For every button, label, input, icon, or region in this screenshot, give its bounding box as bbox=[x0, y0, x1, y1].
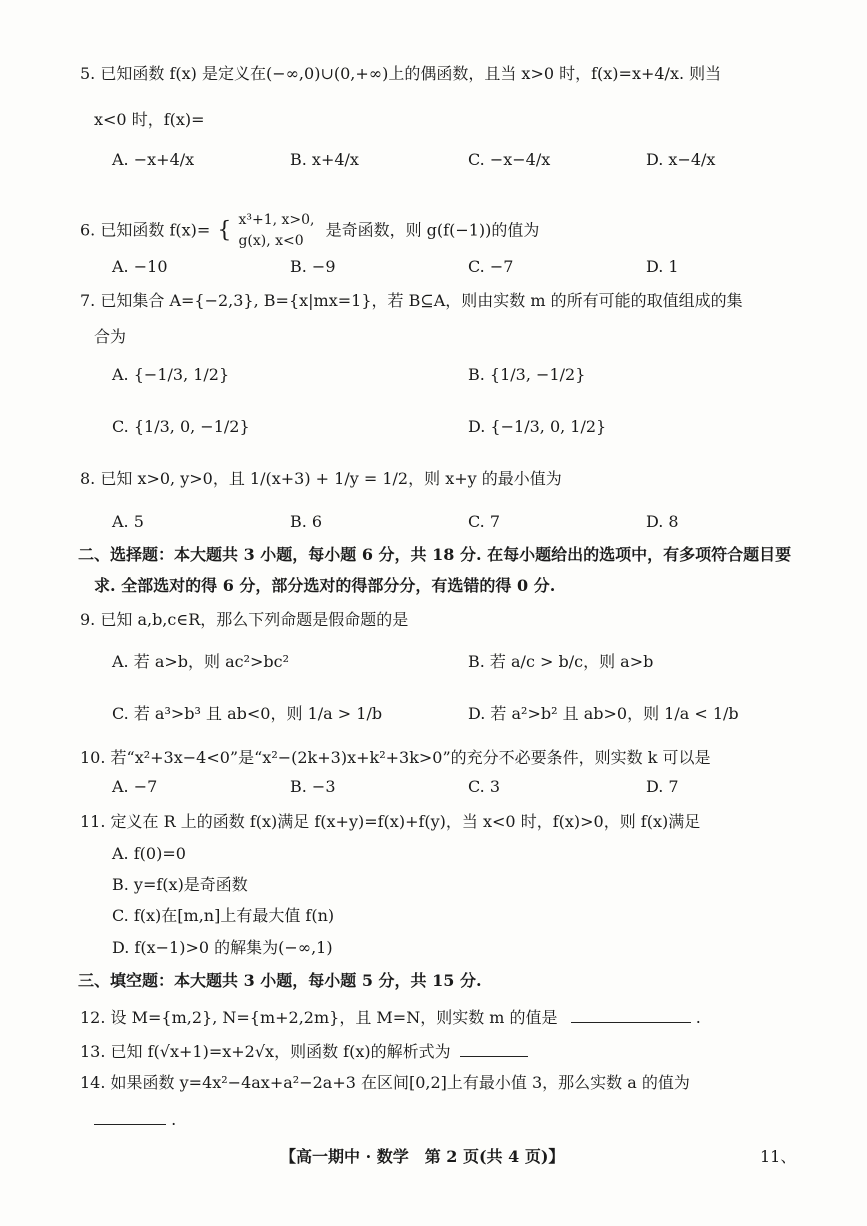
q7-option-a: A. {−1/3, 1/2} bbox=[112, 365, 230, 384]
q5-option-b: B. x+4/x bbox=[290, 150, 359, 169]
q8-option-a: A. 5 bbox=[112, 512, 144, 531]
section-2-header: 二、选择题：本大题共 3 小题，每小题 6 分，共 18 分. 在每小题给出的选项中，有多项符合题目要 bbox=[78, 545, 792, 564]
q9-option-c: C. 若 a³>b³ 且 ab<0，则 1/a > 1/b bbox=[112, 704, 383, 723]
q11-option-a: A. f(0)=0 bbox=[112, 844, 186, 863]
question-14-stem: 14. 如果函数 y=4x²−4ax+a²−2a+3 在区间[0,2]上有最小值 3，那么实数 a 的值为 bbox=[80, 1073, 690, 1092]
q6-brace: { bbox=[217, 218, 232, 243]
q5-option-d: D. x−4/x bbox=[646, 150, 716, 169]
question-14-stem-cont bbox=[94, 1110, 176, 1128]
q9-option-b: B. 若 a/c > b/c，则 a>b bbox=[468, 652, 654, 671]
section-3-header: 三、填空题：本大题共 3 小题，每小题 5 分，共 15 分. bbox=[78, 971, 482, 990]
question-7-stem-cont: 合为 bbox=[94, 327, 127, 346]
q6-case-2: g(x), x<0 bbox=[238, 233, 304, 249]
q6-option-b: B. −9 bbox=[290, 257, 336, 276]
q14-answer-blank[interactable] bbox=[94, 1110, 166, 1125]
question-5-stem-cont: x<0 时，f(x)= bbox=[94, 110, 205, 129]
q9-option-a: A. 若 a>b，则 ac²>bc² bbox=[112, 652, 290, 671]
page-code: 11、 bbox=[760, 1147, 797, 1166]
q11-option-b: B. y=f(x)是奇函数 bbox=[112, 875, 248, 894]
question-9-stem: 9. 已知 a,b,c∈R，那么下列命题是假命题的是 bbox=[80, 610, 409, 629]
q10-option-b: B. −3 bbox=[290, 777, 336, 796]
question-10-stem: 10. 若“x²+3x−4<0”是“x²−(2k+3)x+k²+3k>0”的充分不必要条件，则实数 k 可以是 bbox=[80, 748, 711, 767]
q12-text: 12. 设 M={m,2}, N={m+2,2m}，且 M=N，则实数 m 的值是 bbox=[80, 1008, 558, 1027]
q7-option-c: C. {1/3, 0, −1/2} bbox=[112, 417, 250, 436]
page-footer: 【高一期中 · 数学 第 2 页(共 4 页)】 bbox=[280, 1147, 565, 1166]
q6-case-1: x³+1, x>0, bbox=[238, 212, 315, 228]
q12-period: . bbox=[695, 1008, 701, 1027]
q10-option-d: D. 7 bbox=[646, 777, 679, 796]
q13-answer-blank[interactable] bbox=[460, 1042, 528, 1057]
q8-option-d: D. 8 bbox=[646, 512, 679, 531]
question-5-stem: 5. 已知函数 f(x) 是定义在(−∞,0)∪(0,+∞)上的偶函数，且当 x>0 时，f(x)=x+4/x. 则当 bbox=[80, 64, 722, 83]
q6-option-d: D. 1 bbox=[646, 257, 679, 276]
q10-option-a: A. −7 bbox=[112, 777, 158, 796]
q12-answer-blank[interactable] bbox=[571, 1008, 691, 1023]
q6-stem-post: 是奇函数，则 g(f(−1))的值为 bbox=[325, 220, 540, 240]
question-6-stem bbox=[80, 210, 539, 252]
q7-option-d: D. {−1/3, 0, 1/2} bbox=[468, 417, 607, 436]
question-11-stem: 11. 定义在 R 上的函数 f(x)满足 f(x+y)=f(x)+f(y)，当 x<0 时，f(x)>0，则 f(x)满足 bbox=[80, 812, 701, 831]
q9-option-d: D. 若 a²>b² 且 ab>0，则 1/a < 1/b bbox=[468, 704, 739, 723]
q11-option-c: C. f(x)在[m,n]上有最大值 f(n) bbox=[112, 906, 335, 925]
q11-option-d: D. f(x−1)>0 的解集为(−∞,1) bbox=[112, 938, 333, 957]
q5-option-a: A. −x+4/x bbox=[112, 150, 195, 169]
question-7-stem: 7. 已知集合 A={−2,3}, B={x|mx=1}，若 B⊆A，则由实数 m 的所有可能的取值组成的集 bbox=[80, 291, 743, 310]
q13-text: 13. 已知 f(√x+1)=x+2√x，则函数 f(x)的解析式为 bbox=[80, 1042, 451, 1061]
question-8-stem: 8. 已知 x>0, y>0，且 1/(x+3) + 1/y = 1/2，则 x+y 的最小值为 bbox=[80, 469, 562, 488]
section-2-header-cont: 求. 全部选对的得 6 分，部分选对的得部分分，有选错的得 0 分. bbox=[94, 576, 556, 595]
q5-option-c: C. −x−4/x bbox=[468, 150, 551, 169]
q7-option-b: B. {1/3, −1/2} bbox=[468, 365, 586, 384]
question-13-stem bbox=[80, 1042, 528, 1060]
q10-option-c: C. 3 bbox=[468, 777, 501, 796]
q6-option-a: A. −10 bbox=[112, 257, 168, 276]
q14-period: . bbox=[171, 1110, 177, 1129]
q8-option-c: C. 7 bbox=[468, 512, 501, 531]
q8-option-b: B. 6 bbox=[290, 512, 323, 531]
question-12-stem bbox=[80, 1008, 701, 1026]
q6-stem-pre: 6. 已知函数 f(x)= bbox=[80, 220, 211, 240]
q6-option-c: C. −7 bbox=[468, 257, 514, 276]
